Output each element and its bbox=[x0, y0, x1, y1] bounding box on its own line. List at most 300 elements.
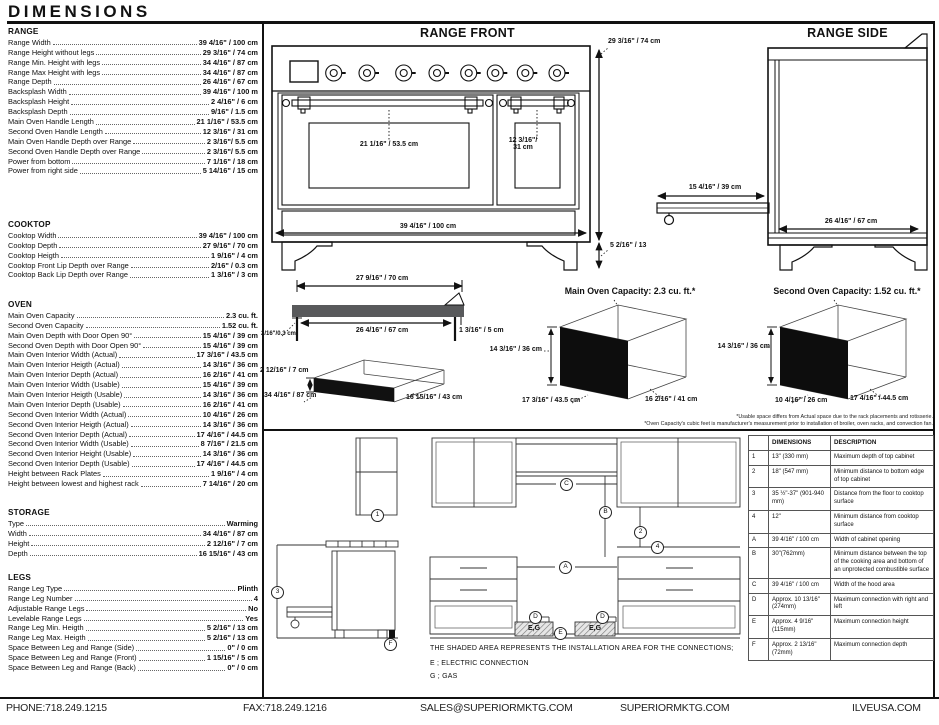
spec-row bbox=[8, 350, 258, 360]
cell-key: F bbox=[749, 638, 769, 661]
footer-site-superiormktg: SUPERIORMKTG.COM bbox=[620, 702, 730, 714]
cell-description: Minimum distance between the top of the cooking area and bottom of an unprotected combustible surface bbox=[831, 548, 934, 578]
spec-label: Second Oven Interior Height (Usable) bbox=[8, 449, 132, 459]
dotted-leader bbox=[142, 153, 205, 154]
spec-value: 27 9/16" / 70 cm bbox=[202, 240, 258, 250]
dotted-leader bbox=[84, 620, 244, 621]
cooktop-profile-drawing bbox=[262, 274, 514, 350]
dotted-leader bbox=[61, 257, 209, 258]
spec-row bbox=[8, 632, 258, 642]
callout-d-right: D bbox=[596, 611, 609, 624]
dotted-leader bbox=[102, 64, 201, 65]
spec-rows bbox=[8, 37, 258, 175]
header-description: DESCRIPTION bbox=[831, 436, 934, 451]
spec-value: 17 3/16" / 43.5 cm bbox=[196, 350, 258, 360]
dotted-leader bbox=[69, 94, 201, 95]
spec-row bbox=[8, 429, 258, 439]
spec-label: Cooktop Heigth bbox=[8, 250, 59, 260]
cell-description: Distance from the floor to cooktop surface bbox=[831, 488, 934, 511]
spec-value: No bbox=[248, 603, 258, 613]
spec-row bbox=[8, 96, 258, 106]
main-capacity-width-label: 17 3/16" / 43.5 cm bbox=[522, 397, 581, 404]
cell-dimension: 18" (547 mm) bbox=[769, 465, 831, 488]
spec-value: 14 3/16" / 36 cm bbox=[202, 390, 258, 400]
spec-row bbox=[8, 330, 258, 340]
spec-row bbox=[8, 409, 258, 419]
storage-drawer-drawing bbox=[300, 352, 480, 410]
dotted-leader bbox=[133, 143, 205, 144]
callout-a: A bbox=[559, 561, 572, 574]
spec-row bbox=[8, 57, 258, 67]
installation-note: THE SHADED AREA REPRESENTS THE INSTALLATION AREA FOR THE CONNECTIONS; bbox=[430, 645, 734, 652]
front-lip-label: 2/16"/0.3 cm bbox=[261, 331, 296, 337]
spec-value: 7 14/16" / 20 cm bbox=[202, 479, 258, 489]
cell-dimension: 39 4/16" / 100 cm bbox=[769, 578, 831, 593]
spec-row bbox=[8, 359, 258, 369]
spec-value: 9/16" / 1.5 cm bbox=[210, 107, 258, 117]
spec-row bbox=[8, 613, 258, 623]
second-capacity-width-label: 10 4/16" / 26 cm bbox=[775, 397, 828, 404]
spec-row bbox=[8, 320, 258, 330]
spec-value: 34 4/16" / 87 cm bbox=[202, 67, 258, 77]
dotted-leader bbox=[134, 337, 201, 338]
dotted-leader bbox=[122, 367, 201, 368]
cooktop-depth-label: 27 9/16" / 70 cm bbox=[355, 275, 409, 282]
range-width-label: 39 4/16" / 100 cm bbox=[399, 223, 457, 230]
spec-label: Height between Rack Plates bbox=[8, 469, 101, 479]
spec-value: 2 4/16" / 6 cm bbox=[210, 97, 258, 107]
spec-value: 17 4/16" / 44.5 cm bbox=[196, 459, 258, 469]
spec-row bbox=[8, 478, 258, 488]
leg-height-label: 5 2/16" / 13 bbox=[610, 242, 647, 249]
main-oven-handle bbox=[283, 97, 493, 113]
footnote-oven-capacity: *Oven Capacity's cubic feet is manufacturer's measurement prior to installation of broiler, oven racks, and convection fan. bbox=[644, 421, 933, 427]
main-capacity-height-label: 14 3/16" / 36 cm bbox=[489, 346, 542, 353]
dotted-leader bbox=[131, 446, 199, 447]
spec-value: 2 3/16"/ 5.5 cm bbox=[206, 136, 258, 146]
callout-1: 1 bbox=[371, 509, 384, 522]
cell-description: Minimum distance from cooktop surface bbox=[831, 511, 934, 534]
spec-label: Range Leg Type bbox=[8, 583, 63, 593]
dotted-leader bbox=[129, 436, 194, 437]
cell-dimension: Approx. 4 9/16" (115mm) bbox=[769, 616, 831, 639]
range-side-drawing bbox=[652, 30, 935, 276]
second-handle-line2: 31 cm bbox=[513, 144, 533, 151]
dotted-leader bbox=[105, 133, 201, 134]
spec-row bbox=[8, 603, 258, 613]
spec-label: Power from bottom bbox=[8, 156, 71, 166]
dotted-leader bbox=[102, 74, 201, 75]
dotted-leader bbox=[77, 317, 224, 318]
dotted-leader bbox=[119, 357, 194, 358]
dotted-leader bbox=[30, 555, 197, 556]
callout-d-left: D bbox=[529, 611, 542, 624]
spec-row bbox=[8, 662, 258, 672]
spec-value: 39 4/16" / 100 m bbox=[202, 87, 258, 97]
second-handle-length-label bbox=[499, 137, 547, 151]
dotted-leader bbox=[124, 397, 201, 398]
spec-label: Main Oven Interior Heigth (Actual) bbox=[8, 360, 120, 370]
spec-value: 16 2/16" / 41 cm bbox=[202, 399, 258, 409]
install-dimensions-table bbox=[748, 435, 934, 661]
callout-f: F bbox=[384, 638, 397, 651]
spec-label: Width bbox=[8, 528, 27, 538]
spec-row bbox=[8, 593, 258, 603]
spec-value: 12 3/16" / 31 cm bbox=[202, 126, 258, 136]
cell-dimension: 13" (330 mm) bbox=[769, 451, 831, 466]
footer-site-ilveusa: ILVEUSA.COM bbox=[852, 702, 921, 714]
spec-label: Second Oven Handle Depth over Range bbox=[8, 146, 141, 156]
spec-label: Type bbox=[8, 518, 25, 528]
spec-value: 5 2/16" / 13 cm bbox=[206, 633, 258, 643]
spec-label: Main Oven Interior Width (Usable) bbox=[8, 380, 120, 390]
cell-dimension: 12" bbox=[769, 511, 831, 534]
dotted-leader bbox=[88, 640, 205, 641]
spec-label: Range Leg Min. Heigth bbox=[8, 623, 84, 633]
dotted-leader bbox=[70, 114, 209, 115]
spec-label: Space Between Leg and Range (Back) bbox=[8, 663, 136, 673]
spec-row bbox=[8, 77, 258, 87]
spec-label: Levelable Range Legs bbox=[8, 613, 82, 623]
spec-section-range bbox=[8, 27, 258, 175]
cell-description: Width of the hood area bbox=[831, 578, 934, 593]
dotted-leader bbox=[143, 347, 201, 348]
table-row bbox=[749, 511, 934, 534]
spec-label: Second Oven Interior Depth (Usable) bbox=[8, 459, 130, 469]
spec-rows bbox=[8, 518, 258, 558]
spec-value: 1.52 cu. ft. bbox=[221, 320, 258, 330]
spec-row bbox=[8, 548, 258, 558]
spec-label: Range Height without legs bbox=[8, 47, 95, 57]
section-title: COOKTOP bbox=[8, 220, 51, 229]
spec-value: 10 4/16" / 26 cm bbox=[202, 409, 258, 419]
dotted-leader bbox=[139, 660, 205, 661]
middle-divider bbox=[262, 429, 934, 431]
cell-description: Maximum connection height bbox=[831, 616, 934, 639]
section-title: OVEN bbox=[8, 300, 33, 309]
dotted-leader bbox=[64, 590, 235, 591]
table-row bbox=[749, 488, 934, 511]
spec-label: Space Between Leg and Range (Side) bbox=[8, 643, 135, 653]
cell-key: 3 bbox=[749, 488, 769, 511]
second-capacity-title: Second Oven Capacity: 1.52 cu. ft.* bbox=[773, 286, 921, 296]
dotted-leader bbox=[131, 267, 209, 268]
cell-description: Width of cabinet opening bbox=[831, 533, 934, 548]
callout-3: 3 bbox=[271, 586, 284, 599]
cell-dimension: Approx. 2 13/16" (72mm) bbox=[769, 638, 831, 661]
spec-row bbox=[8, 270, 258, 280]
table-row bbox=[749, 578, 934, 593]
installation-drawing bbox=[268, 436, 745, 646]
spec-label: Main Oven Depth with Door Open 90° bbox=[8, 330, 133, 340]
cell-dimension: 39 4/16" / 100 cm bbox=[769, 533, 831, 548]
spec-label: Backsplash Height bbox=[8, 97, 70, 107]
spec-row bbox=[8, 106, 258, 116]
spec-row bbox=[8, 260, 258, 270]
table-row bbox=[749, 451, 934, 466]
spec-label: Height bbox=[8, 538, 30, 548]
callout-4: 4 bbox=[651, 541, 664, 554]
header-key bbox=[749, 436, 769, 451]
dotted-leader bbox=[29, 535, 201, 536]
footer-sales-email: SALES@SUPERIORMKTG.COM bbox=[420, 702, 573, 714]
cell-key: D bbox=[749, 593, 769, 616]
spec-label: Main Oven Handle Length bbox=[8, 117, 94, 127]
spec-label: Cooktop Width bbox=[8, 230, 57, 240]
spec-row bbox=[8, 419, 258, 429]
spec-value: 15 4/16" / 39 cm bbox=[202, 340, 258, 350]
drawer-height-label: 2 12/16" / 7 cm bbox=[260, 367, 309, 374]
drawer-width-label: 34 4/16" / 87 cm bbox=[264, 392, 317, 399]
spec-label: Second Oven Interior Width (Usable) bbox=[8, 439, 129, 449]
section-title: LEGS bbox=[8, 573, 32, 582]
spec-row bbox=[8, 47, 258, 57]
spec-value: 1 9/16" / 4 cm bbox=[210, 250, 258, 260]
spec-row bbox=[8, 136, 258, 146]
spec-label: Space Between Leg and Range (Front) bbox=[8, 653, 137, 663]
page-title: DIMENSIONS bbox=[8, 2, 151, 21]
cell-key: 2 bbox=[749, 465, 769, 488]
table-row bbox=[749, 465, 934, 488]
spec-label: Main Oven Interior Depth (Actual) bbox=[8, 370, 119, 380]
dotted-leader bbox=[96, 124, 195, 125]
spec-value: 2 3/16"/ 5.5 cm bbox=[206, 146, 258, 156]
cell-key: E bbox=[749, 616, 769, 639]
spec-value: 26 4/16" / 67 cm bbox=[202, 77, 258, 87]
dotted-leader bbox=[132, 466, 195, 467]
spec-row bbox=[8, 67, 258, 77]
dotted-leader bbox=[120, 377, 201, 378]
callout-e: E bbox=[554, 627, 567, 640]
spec-row bbox=[8, 37, 258, 47]
cell-key: 4 bbox=[749, 511, 769, 534]
table-row bbox=[749, 616, 934, 639]
cell-key: A bbox=[749, 533, 769, 548]
spec-value: 2 12/16" / 7 cm bbox=[206, 538, 258, 548]
second-handle-line1: 12 3/16"/ bbox=[508, 137, 538, 144]
spec-row bbox=[8, 538, 258, 548]
spec-value: 14 3/16" / 36 cm bbox=[202, 449, 258, 459]
dotted-leader bbox=[86, 630, 205, 631]
spec-value: 15 4/16" / 39 cm bbox=[202, 380, 258, 390]
spec-label: Adjustable Range Legs bbox=[8, 603, 85, 613]
spec-label: Second Oven Capacity bbox=[8, 320, 84, 330]
spec-label: Main Oven Interior Heigth (Usable) bbox=[8, 390, 123, 400]
dotted-leader bbox=[72, 163, 204, 164]
dotted-leader bbox=[75, 600, 252, 601]
cell-description: Maximum connection with right and left bbox=[831, 593, 934, 616]
install-dimensions-table-wrap bbox=[748, 435, 934, 661]
spec-row bbox=[8, 166, 258, 176]
back-lip-label: 1 3/16" / 5 cm bbox=[459, 327, 504, 334]
spec-value: 39 4/16" / 100 cm bbox=[198, 230, 258, 240]
spec-value: 1 3/16" / 3 cm bbox=[210, 270, 258, 280]
spec-row bbox=[8, 116, 258, 126]
spec-row bbox=[8, 379, 258, 389]
dotted-leader bbox=[131, 426, 201, 427]
spec-row bbox=[8, 518, 258, 528]
dotted-leader bbox=[86, 327, 220, 328]
spec-value: 14 3/16" / 36 cm bbox=[202, 360, 258, 370]
spec-value: 2.3 cu. ft. bbox=[225, 310, 258, 320]
spec-value: 0" / 0 cm bbox=[227, 643, 258, 653]
spec-label: Depth bbox=[8, 548, 28, 558]
cell-dimension: 30"(762mm) bbox=[769, 548, 831, 578]
spec-value: 14 3/16" / 36 cm bbox=[202, 419, 258, 429]
spec-label: Second Oven Depth with Door Open 90° bbox=[8, 340, 142, 350]
cell-dimension: Approx. 10 13/16" (274mm) bbox=[769, 593, 831, 616]
spec-section-cooktop bbox=[8, 220, 258, 279]
spec-section-oven bbox=[8, 300, 258, 488]
spec-value: 4 bbox=[253, 593, 258, 603]
spec-row bbox=[8, 146, 258, 156]
spec-value: 39 4/16" / 100 cm bbox=[198, 37, 258, 47]
range-side-title: RANGE SIDE bbox=[807, 26, 888, 40]
dotted-leader bbox=[123, 406, 201, 407]
dotted-leader bbox=[31, 545, 204, 546]
cell-description: Minimum distance to bottom edge of top cabinet bbox=[831, 465, 934, 488]
table-row bbox=[749, 638, 934, 661]
dotted-leader bbox=[71, 104, 209, 105]
table-row bbox=[749, 533, 934, 548]
spec-value: Warming bbox=[226, 518, 258, 528]
spec-label: Main Oven Interior Depth (Usable) bbox=[8, 399, 121, 409]
legend-gas: G ; GAS bbox=[430, 673, 458, 680]
spec-label: Second Oven Handle Length bbox=[8, 126, 103, 136]
dotted-leader bbox=[26, 525, 225, 526]
callout-c: C bbox=[560, 478, 573, 491]
spec-label: Power from right side bbox=[8, 166, 78, 176]
drawer-depth-label: 16 15/16" / 43 cm bbox=[406, 394, 463, 401]
dotted-leader bbox=[133, 456, 200, 457]
spec-label: Height between lowest and highest rack bbox=[8, 479, 139, 489]
spec-value: 16 2/16" / 41 cm bbox=[202, 370, 258, 380]
spec-row bbox=[8, 583, 258, 593]
main-handle-length-label: 21 1/16" / 53.5 cm bbox=[359, 141, 419, 148]
spec-row bbox=[8, 623, 258, 633]
spec-label: Cooktop Front Lip Depth over Range bbox=[8, 260, 129, 270]
spec-label: Second Oven Interior Width (Actual) bbox=[8, 409, 127, 419]
spec-row bbox=[8, 240, 258, 250]
spec-row bbox=[8, 439, 258, 449]
spec-label: Range Min. Height with legs bbox=[8, 57, 101, 67]
dotted-leader bbox=[128, 416, 200, 417]
cell-key: B bbox=[749, 548, 769, 578]
spec-rows bbox=[8, 310, 258, 488]
spec-value: Yes bbox=[245, 613, 258, 623]
spec-label: Cooktop Back Lip Depth over Range bbox=[8, 270, 128, 280]
spec-value: 17 4/16" / 44.5 cm bbox=[196, 429, 258, 439]
spec-label: Range Max Height with legs bbox=[8, 67, 101, 77]
main-capacity-depth-label: 16 2/16" / 41 cm bbox=[645, 396, 698, 403]
spec-label: Second Oven Interior Depth (Actual) bbox=[8, 429, 128, 439]
spec-value: 34 4/16" / 87 cm bbox=[202, 57, 258, 67]
spec-row bbox=[8, 458, 258, 468]
spec-row bbox=[8, 448, 258, 458]
range-front-title: RANGE FRONT bbox=[420, 26, 515, 40]
spec-value: 15 4/16" / 39 cm bbox=[202, 330, 258, 340]
dotted-leader bbox=[86, 610, 246, 611]
spec-value: 1 9/16" / 4 cm bbox=[210, 469, 258, 479]
spec-value: 1 15/16" / 5 cm bbox=[206, 653, 258, 663]
dotted-leader bbox=[130, 277, 209, 278]
range-front-drawing bbox=[268, 44, 608, 276]
spec-label: Main Oven Interior Width (Actual) bbox=[8, 350, 118, 360]
spec-value: 0" / 0 cm bbox=[227, 663, 258, 673]
spec-value: 21 1/16" / 53.5 cm bbox=[196, 117, 258, 127]
footer-fax: FAX:718.249.1216 bbox=[243, 702, 327, 714]
spec-value: 5 2/16" / 13 cm bbox=[206, 623, 258, 633]
cell-description: Maximum connection depth bbox=[831, 638, 934, 661]
spec-row bbox=[8, 528, 258, 538]
spec-row bbox=[8, 340, 258, 350]
footnote-usable-space: *Usable space differs from Actual space due to the rack placements and rotisserie. bbox=[736, 414, 933, 420]
spec-label: Backsplash Width bbox=[8, 87, 67, 97]
spec-row bbox=[8, 468, 258, 478]
spec-value: 16 15/16" / 43 cm bbox=[198, 548, 258, 558]
dotted-leader bbox=[80, 173, 201, 174]
range-height-label: 29 3/16" / 74 cm bbox=[608, 38, 661, 45]
spec-label: Range Depth bbox=[8, 77, 52, 87]
cell-dimension: 35 ½"-37" (901-940 mm) bbox=[769, 488, 831, 511]
dotted-leader bbox=[103, 476, 209, 477]
side-door-depth-label: 15 4/16" / 39 cm bbox=[688, 184, 742, 191]
dotted-leader bbox=[59, 247, 200, 248]
spec-row bbox=[8, 652, 258, 662]
header-dimensions: DIMENSIONS bbox=[769, 436, 831, 451]
spec-row bbox=[8, 389, 258, 399]
spec-section-legs bbox=[8, 573, 258, 672]
dotted-leader bbox=[122, 387, 201, 388]
spec-row bbox=[8, 156, 258, 166]
second-capacity-depth-label: 17 4/16" / 44.5 cm bbox=[850, 395, 909, 402]
spec-rows bbox=[8, 583, 258, 672]
cell-key: C bbox=[749, 578, 769, 593]
spec-row bbox=[8, 369, 258, 379]
side-depth-label: 26 4/16" / 67 cm bbox=[824, 218, 878, 225]
dotted-leader bbox=[54, 84, 201, 85]
spec-label: Cooktop Depth bbox=[8, 240, 58, 250]
callout-2: 2 bbox=[634, 526, 647, 539]
spec-label: Second Oven Interior Heigth (Actual) bbox=[8, 419, 129, 429]
spec-value: 34 4/16" / 87 cm bbox=[202, 528, 258, 538]
dotted-leader bbox=[96, 54, 200, 55]
spec-label: Main Oven Handle Depth over Range bbox=[8, 136, 132, 146]
table-row bbox=[749, 593, 934, 616]
dotted-leader bbox=[138, 670, 226, 671]
table-row bbox=[749, 548, 934, 578]
main-capacity-title: Main Oven Capacity: 2.3 cu. ft.* bbox=[564, 286, 696, 296]
spec-label: Range Leg Number bbox=[8, 593, 73, 603]
spec-value: 7 1/16" / 18 cm bbox=[206, 156, 258, 166]
spec-label: Main Oven Capacity bbox=[8, 310, 75, 320]
title-underline bbox=[7, 21, 934, 24]
table-header-row bbox=[749, 436, 934, 451]
section-title: STORAGE bbox=[8, 508, 50, 517]
dotted-leader bbox=[141, 486, 201, 487]
spec-value: 2/16" / 0.3 cm bbox=[210, 260, 258, 270]
spec-row bbox=[8, 126, 258, 136]
main-capacity-drawing bbox=[544, 299, 706, 411]
spec-value: 5 14/16" / 15 cm bbox=[202, 166, 258, 176]
second-capacity-height-label: 14 3/16" / 36 cm bbox=[717, 343, 770, 350]
spec-row bbox=[8, 310, 258, 320]
callout-b: B bbox=[599, 506, 612, 519]
spec-row bbox=[8, 250, 258, 260]
spec-value: Plinth bbox=[237, 583, 258, 593]
dotted-leader bbox=[53, 44, 197, 45]
spec-rows bbox=[8, 230, 258, 279]
